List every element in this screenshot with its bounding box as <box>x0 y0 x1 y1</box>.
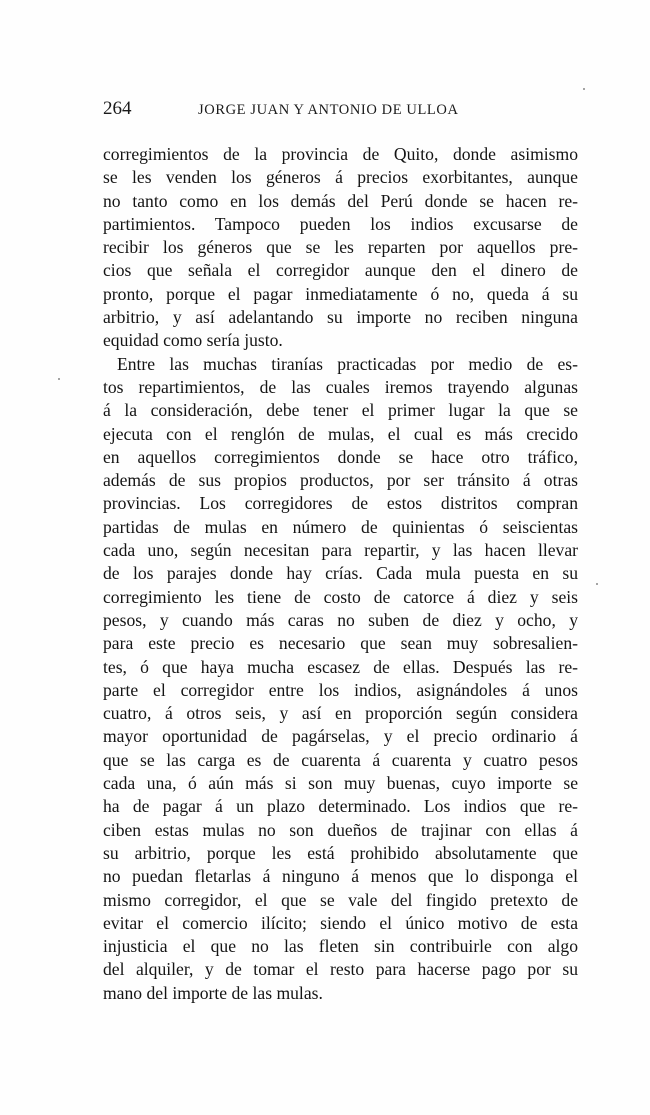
text-line: se les venden los géneros á precios exorbitantes, aunque <box>103 167 578 188</box>
text-line: cada una, ó aún más si son muy buenas, cuyo importe se <box>103 773 578 794</box>
text-line: no tanto como en los demás del Perú donde se hacen re- <box>103 190 578 211</box>
text-line: partimientos. Tampoco pueden los indios excusarse de <box>103 213 578 234</box>
text-line: tos repartimientos, de las cuales iremos trayendo algunas <box>103 376 578 397</box>
text-line: de los parajes donde hay crías. Cada mula puesta en su <box>103 563 578 584</box>
text-line: pronto, porque el pagar inmediatamente ó no, queda á su <box>103 283 578 304</box>
text-line: mano del importe de las mulas. <box>103 982 323 1003</box>
text-line: además de sus propios productos, por ser tránsito á otras <box>103 470 578 491</box>
text-line: ha de pagar á un plazo determinado. Los indios que re- <box>103 796 578 817</box>
text-line: cuatro, á otros seis, y así en proporción según considera <box>103 703 578 724</box>
text-line: arbitrio, y así adelantando su importe no reciben ninguna <box>103 307 578 328</box>
scan-speck <box>583 88 585 90</box>
text-line: partidas de mulas en número de quinientas ó seiscientas <box>103 516 578 537</box>
text-line: no puedan fletarlas á ninguno á menos que lo disponga el <box>103 866 578 887</box>
scan-speck <box>58 378 60 380</box>
text-line: para este precio es necesario que sean muy sobresalien- <box>103 633 578 654</box>
page-number: 264 <box>103 98 132 119</box>
text-line: evitar el comercio ilícito; siendo el único motivo de esta <box>103 912 578 933</box>
text-line: cada uno, según necesitan para repartir, y las hacen llevar <box>103 540 578 561</box>
text-line: á la consideración, debe tener el primer lugar la que se <box>103 400 578 421</box>
text-line: recibir los géneros que se les reparten por aquellos pre- <box>103 237 578 258</box>
text-line: su arbitrio, porque les está prohibido absolutamente que <box>103 842 578 863</box>
text-line: en aquellos corregimientos donde se hace otro tráfico, <box>103 446 578 467</box>
text-line: injusticia el que no las fleten sin contribuirle con algo <box>103 936 578 957</box>
text-line: pesos, y cuando más caras no suben de diez y ocho, y <box>103 609 578 630</box>
text-line: provincias. Los corregidores de estos distritos compran <box>103 493 578 514</box>
text-line: del alquiler, y de tomar el resto para hacerse pago por su <box>103 959 578 980</box>
text-line: corregimiento les tiene de costo de catorce á diez y seis <box>103 586 578 607</box>
paragraph <box>103 353 578 1005</box>
page-header <box>103 98 583 122</box>
body-text <box>103 143 578 1005</box>
text-line: que se las carga es de cuarenta á cuarenta y cuatro pesos <box>103 749 578 770</box>
text-line: parte el corregidor entre los indios, asignándoles á unos <box>103 679 578 700</box>
text-line: corregimientos de la provincia de Quito, donde asimismo <box>103 144 578 164</box>
text-line: mayor oportunidad de pagárselas, y el precio ordinario á <box>103 726 578 747</box>
text-line: cios que señala el corregidor aunque den el dinero de <box>103 260 578 281</box>
text-line: Entre las muchas tiranías practicadas por medio de es- <box>117 353 578 374</box>
paragraph <box>103 143 578 353</box>
text-line: ciben estas mulas no son dueños de trajinar con ellas á <box>103 819 578 840</box>
text-line: mismo corregidor, el que se vale del fingido pretexto de <box>103 889 578 910</box>
text-line: ejecuta con el renglón de mulas, el cual es más crecido <box>103 423 578 444</box>
text-line: tes, ó que haya mucha escasez de ellas. Después las re- <box>103 656 578 677</box>
running-head: JORGE JUAN Y ANTONIO DE ULLOA <box>198 102 459 118</box>
scan-speck <box>596 583 598 585</box>
text-line: equidad como sería justo. <box>103 330 283 351</box>
